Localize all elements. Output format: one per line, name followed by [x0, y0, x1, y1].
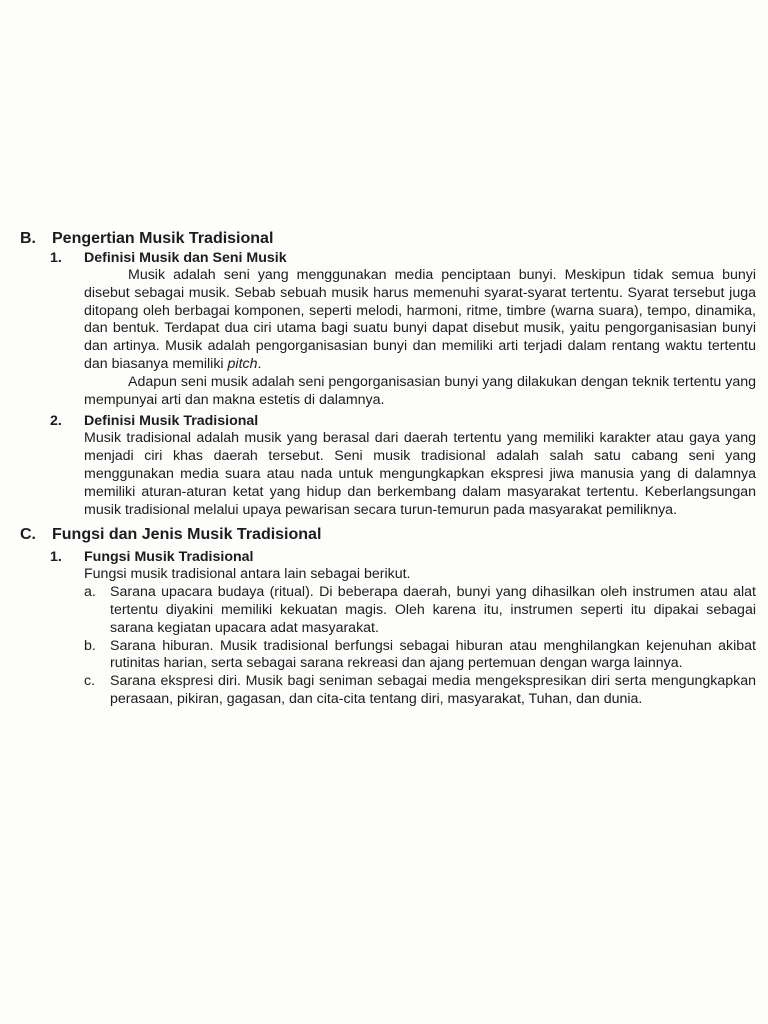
section-b-sub2-title: Definisi Musik Tradisional	[84, 413, 259, 430]
section-b-title: Pengertian Musik Tradisional	[52, 230, 274, 247]
section-c-title: Fungsi dan Jenis Musik Tradisional	[52, 526, 322, 544]
list-item	[84, 638, 756, 674]
section-c-sub1-number: 1.	[50, 549, 62, 566]
section-b-sub1-title: Definisi Musik dan Seni Musik	[84, 250, 287, 266]
list-item-marker: b.	[84, 637, 96, 654]
list-item-text: Sarana hiburan. Musik tradisional berfungsi sebagai hiburan atau menghilangkan kejenuhan akibat rutinitas harian, serta sebagai sarana rekreasi dan ajang pertemuan dengan warga lainnya.	[110, 637, 756, 672]
section-b-sub1-heading	[20, 249, 756, 267]
section-c-sub1-intro: Fungsi musik tradisional antara lain sebagai berikut.	[84, 566, 411, 583]
list-item	[84, 584, 756, 637]
section-c-letter: C.	[20, 526, 36, 544]
section-b-heading	[20, 229, 756, 249]
section-b-sub2-number: 2.	[50, 413, 62, 430]
section-b-sub2-paragraph: Musik tradisional adalah musik yang berasal dari daerah tertentu yang memiliki karakter atau gaya yang menjadi ciri khas daerah tersebut. Seni musik tradisional adalah salah satu cabang seni yang menggunakan media suara atau nada untuk mengungkapkan ekspresi jiwa manusia yang di dalamnya memiliki aturan-aturan ketat yang hidup dan berkembang dalam masyarakat tertentu. Keberlangsungan musik tradisional melalui upaya pewarisan secara turun-temurun pada masyarakat pemiliknya.	[84, 430, 756, 518]
section-b-letter: B.	[20, 230, 36, 247]
list-item-text: Sarana ekspresi diri. Musik bagi seniman sebagai media mengekspresikan diri serta mengungkapkan perasaan, pikiran, gagasan, dan cita-cita tentang diri, masyarakat, Tuhan, dan dunia.	[110, 673, 756, 707]
page-content	[20, 229, 756, 709]
list-item-marker: a.	[84, 584, 96, 601]
pitch-term: pitch	[227, 355, 258, 372]
section-b-sub2-heading	[20, 412, 756, 430]
list-item-marker: c.	[84, 673, 96, 690]
section-b-sub1-paragraph-1-end: .	[257, 355, 262, 372]
section-c-sub1-heading	[20, 548, 756, 566]
list-item	[84, 673, 756, 709]
section-b-sub1-paragraph-1-text: Musik adalah seni yang menggunakan media penciptaan bunyi. Meskipun tidak semua bunyi disebut sebagai musik. Sebab sebuah musik harus memenuhi syarat-syarat tertentu. Syarat tersebut juga ditopang oleh berbagai komponen, seperti melodi, harmoni, ritme, timbre (warna suara), tempo, dinamika, dan bentuk. Terdapat dua ciri utama bagi suatu bunyi dapat disebut musik, yaitu pengorganisasian bunyi dan artinya. Musik adalah pengorganisasian bunyi dan memiliki arti terjadi dalam rentang waktu tertentu dan biasanya memiliki	[84, 267, 756, 372]
function-list	[84, 584, 756, 709]
section-b-sub1-paragraph-2: Adapun seni musik adalah seni pengorganisasian bunyi yang dilakukan dengan teknik tertentu yang mempunyai arti dan makna estetis di dalamnya.	[84, 373, 756, 408]
list-item-text: Sarana upacara budaya (ritual). Di beberapa daerah, bunyi yang dihasilkan oleh instrumen atau alat tertentu diyakini memiliki kekuatan magis. Oleh karena itu, instrumen seperti itu dipakai sebagai sarana kegiatan upacara adat masyarakat.	[110, 584, 756, 636]
section-c-heading	[20, 525, 756, 545]
section-c-sub1-title: Fungsi Musik Tradisional	[84, 549, 254, 566]
section-b-sub1-number: 1.	[50, 250, 62, 266]
section-b-sub1-paragraph-1	[84, 267, 756, 374]
